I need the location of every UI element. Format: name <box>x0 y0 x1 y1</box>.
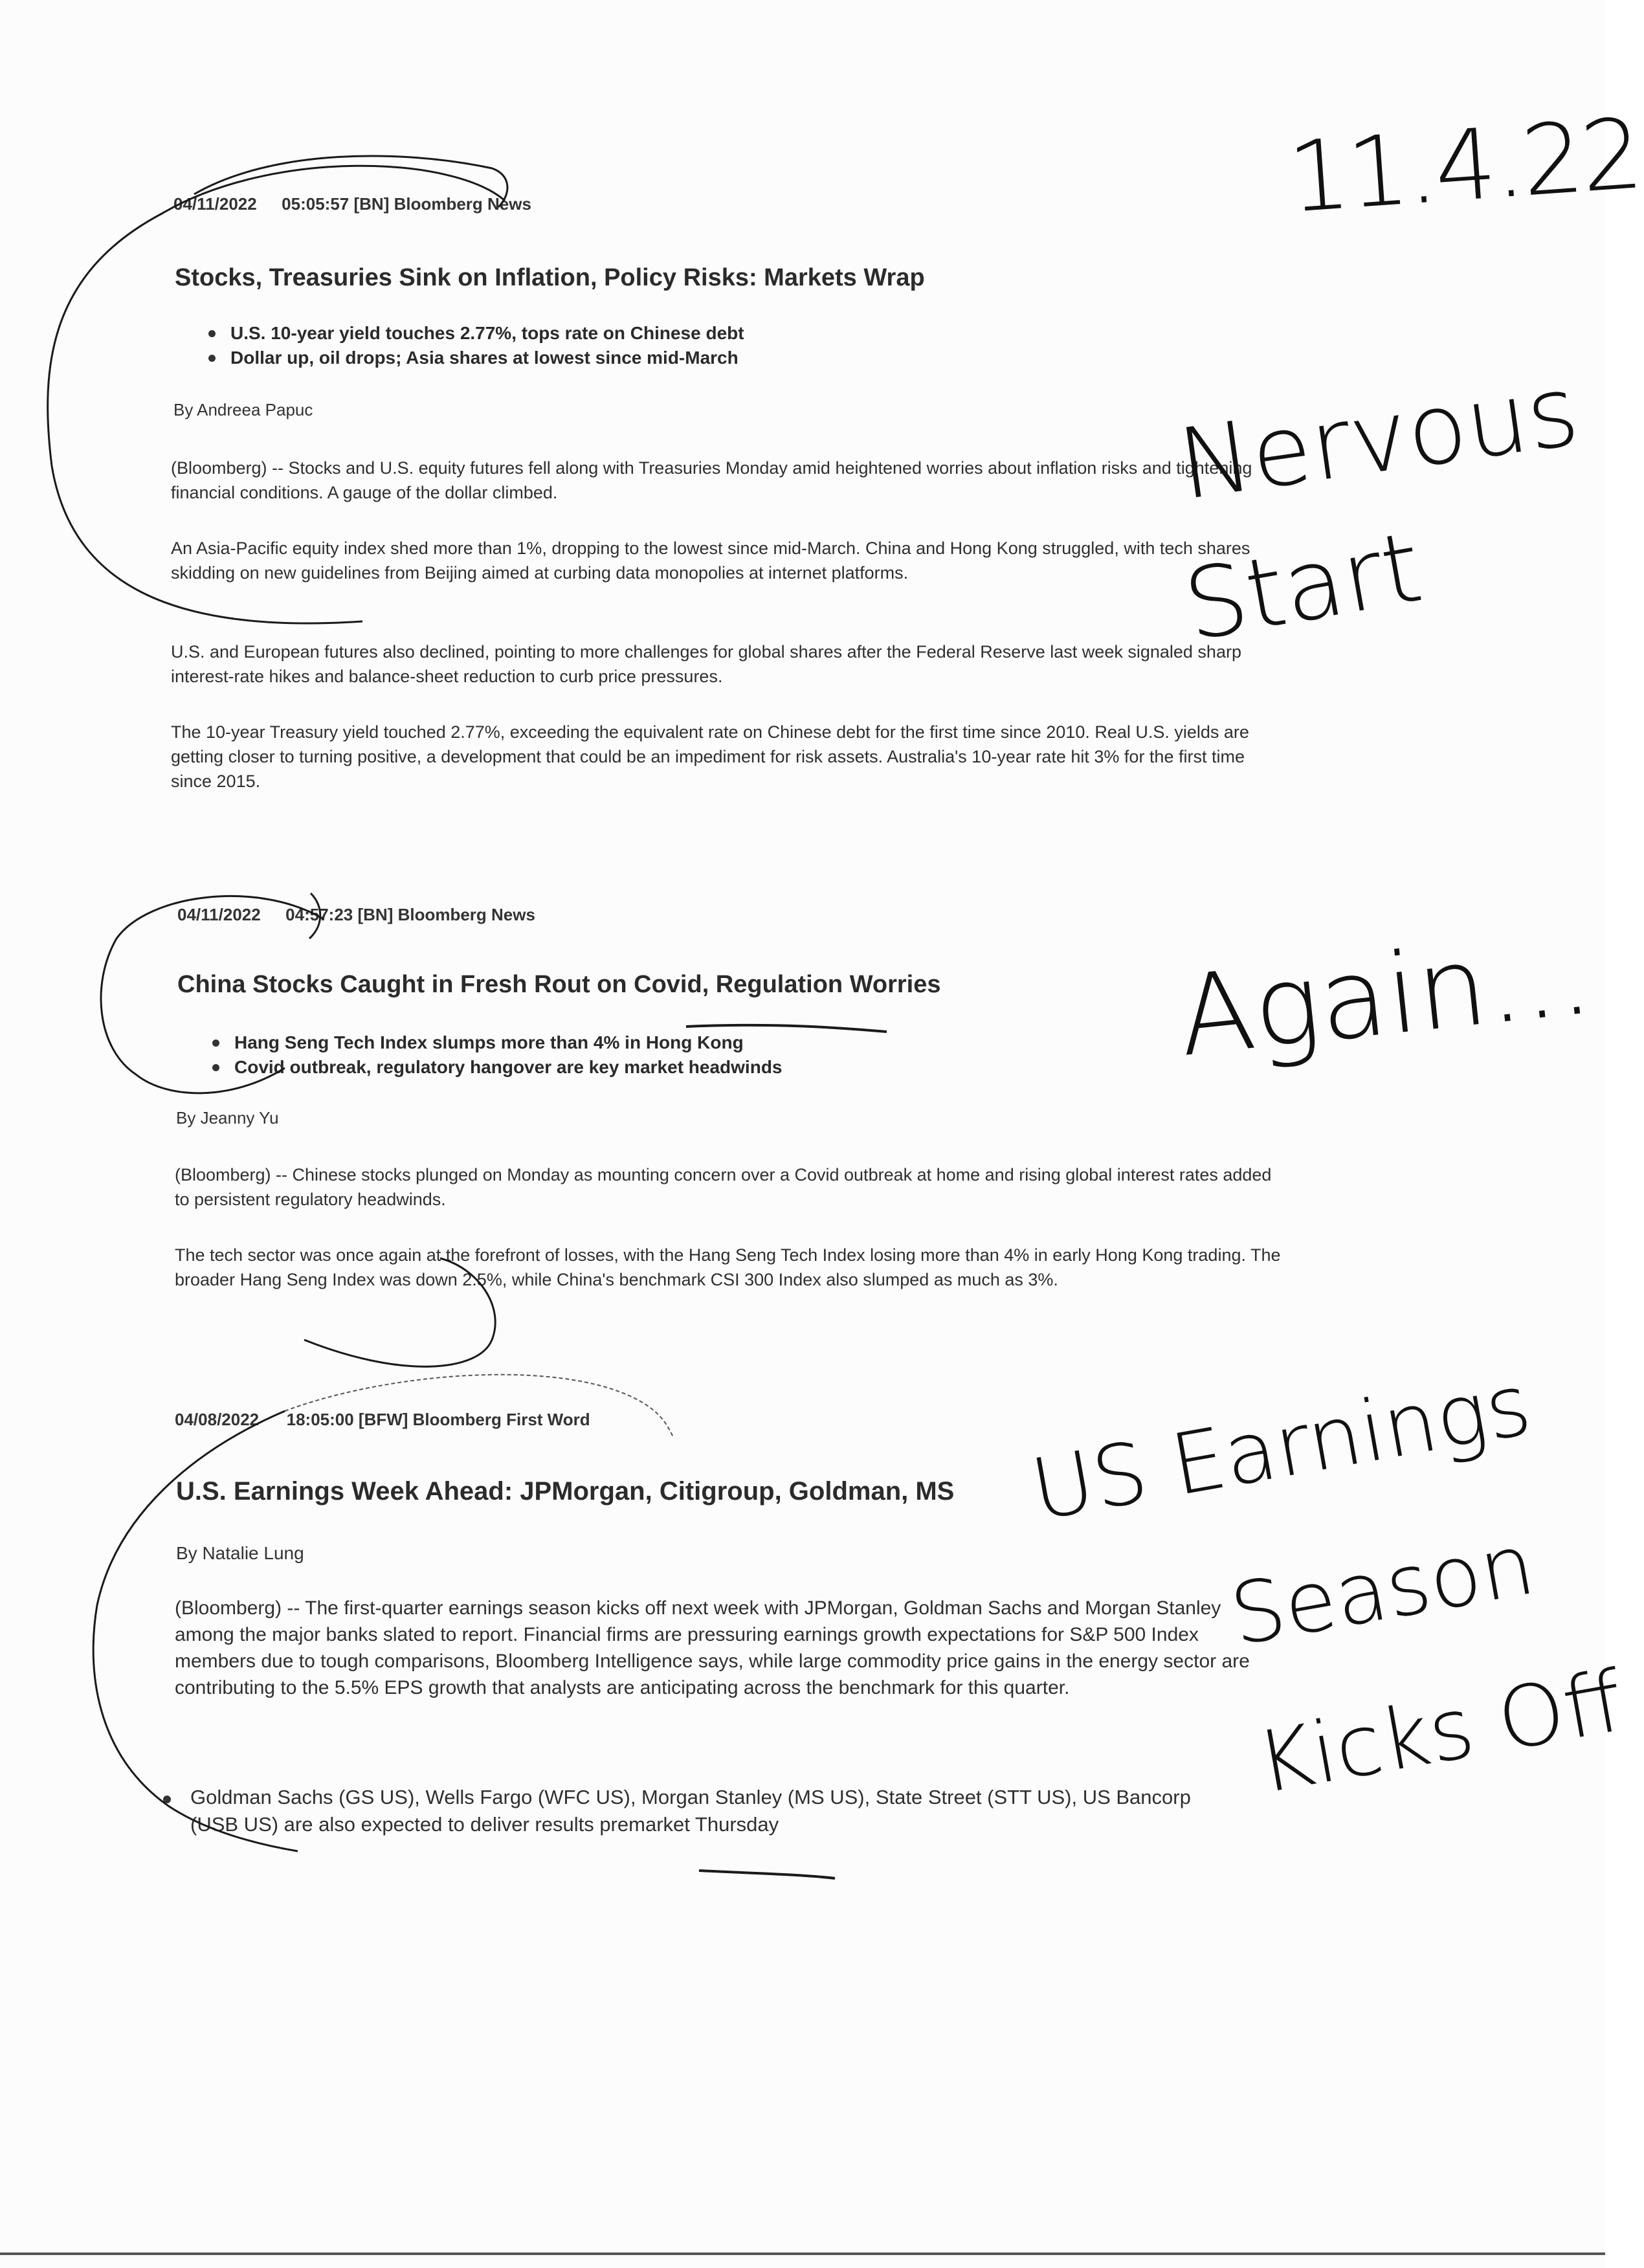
article-2-byline: By Jeanny Yu <box>176 1108 279 1128</box>
handwritten-date: 11.4.22 <box>1284 98 1644 235</box>
article-2-date: 04/11/2022 <box>177 905 261 924</box>
article-1-meta <box>173 194 531 214</box>
article-1-bullet-1: U.S. 10-year yield touches 2.77%, tops rate on Chinese debt <box>206 321 744 346</box>
handwritten-note-again: Again... <box>1172 911 1598 1082</box>
article-1-paragraph-4: The 10-year Treasury yield touched 2.77%, exceeding the equivalent rate on Chinese debt for the first time since 2010. Real U.S. yields are getting closer to turning positive, a development that could be an impediment for risk assets. Australia's 10-year rate hit 3% for the first time since 2015. <box>171 722 1249 791</box>
article-3-time: 18:05:00 <box>286 1410 354 1429</box>
article-1-paragraph-1: (Bloomberg) -- Stocks and U.S. equity futures fell along with Treasuries Monday amid heightened worries about inflation risks and tightening financial conditions. A gauge of the dollar climbed. <box>171 458 1252 502</box>
article-3-date: 04/08/2022 <box>175 1410 260 1429</box>
article-3-meta <box>175 1410 590 1430</box>
handwritten-note-start: Start <box>1176 511 1430 663</box>
article-2-time: 04:57:23 <box>285 905 353 924</box>
article-2-paragraph-1: (Bloomberg) -- Chinese stocks plunged on Monday as mounting concern over a Covid outbreak at home and rising global interest rates added to persistent regulatory headwinds. <box>175 1165 1272 1209</box>
article-3-source: [BFW] Bloomberg First Word <box>358 1410 590 1429</box>
article-3-bullet-1: Goldman Sachs (GS US), Wells Fargo (WFC US), Morgan Stanley (MS US), State Street (STT US), US Bancorp (USB US) are also expected to deliver results premarket Thursday <box>190 1786 1191 1836</box>
article-1-paragraph-3: U.S. and European futures also declined, pointing to more challenges for global shares after the Federal Reserve last week signaled sharp interest-rate hikes and balance-sheet reduction to curb price pressures. <box>171 642 1241 686</box>
article-2-source: [BN] Bloomberg News <box>357 905 535 924</box>
article-2-meta <box>177 905 535 925</box>
article-1-bullet-2: Dollar up, oil drops; Asia shares at lowest since mid-March <box>206 346 744 370</box>
handwritten-note-kicks-off: Kicks Off <box>1250 1651 1630 1813</box>
article-1-date: 04/11/2022 <box>173 194 257 214</box>
article-2-paragraph-2: The tech sector was once again at the forefront of losses, with the Hang Seng Tech Index losing more than 4% in early Hong Kong trading. The broader Hang Seng Index was down 2.5%, while China's benchmark CSI 300 Index also slumped as much as 3%. <box>175 1245 1281 1289</box>
article-2-headline: China Stocks Caught in Fresh Rout on Covid, Regulation Worries <box>177 971 941 998</box>
article-3-byline: By Natalie Lung <box>176 1543 304 1563</box>
handwritten-note-us-earnings: US Earnings <box>1024 1355 1538 1540</box>
handwritten-note-season: Season <box>1223 1515 1542 1665</box>
article-1-time: 05:05:57 <box>282 194 350 214</box>
article-1-byline: By Andreea Papuc <box>173 400 313 419</box>
article-1-paragraph-2: An Asia-Pacific equity index shed more than 1%, dropping to the lowest since mid-March. China and Hong Kong struggled, with tech shares skidding on new guidelines from Beijing aimed at curbing data monopolies at internet platforms. <box>171 539 1250 583</box>
article-3-headline: U.S. Earnings Week Ahead: JPMorgan, Citigroup, Goldman, MS <box>176 1477 955 1506</box>
article-3-bullet-dot <box>163 1796 171 1803</box>
article-1-bullets <box>206 321 744 370</box>
article-2-bullet-2: Covid outbreak, regulatory hangover are key market headwinds <box>210 1055 783 1080</box>
article-1-source: [BN] Bloomberg News <box>353 194 531 214</box>
article-2-bullet-1: Hang Seng Tech Index slumps more than 4% in Hong Kong <box>210 1030 783 1055</box>
article-2-bullets <box>210 1030 783 1080</box>
article-1-headline: Stocks, Treasuries Sink on Inflation, Policy Risks: Markets Wrap <box>175 264 925 291</box>
underline-premarket <box>699 1871 835 1878</box>
article-3-paragraph-1: (Bloomberg) -- The first-quarter earnings season kicks off next week with JPMorgan, Goldman Sachs and Morgan Stanley among the major banks slated to report. Financial firms are pressuring earnings growth expectations for S&P 500 Index members due to tough comparisons, Bloomberg Intelligence says, while large commodity price gains in the energy sector are contributing to the 5.5% EPS growth that analysts are anticipating across the benchmark for this quarter. <box>175 1597 1250 1698</box>
handwritten-note-nervous: Nervous <box>1172 354 1586 522</box>
page-bottom-edge <box>0 2252 1605 2255</box>
